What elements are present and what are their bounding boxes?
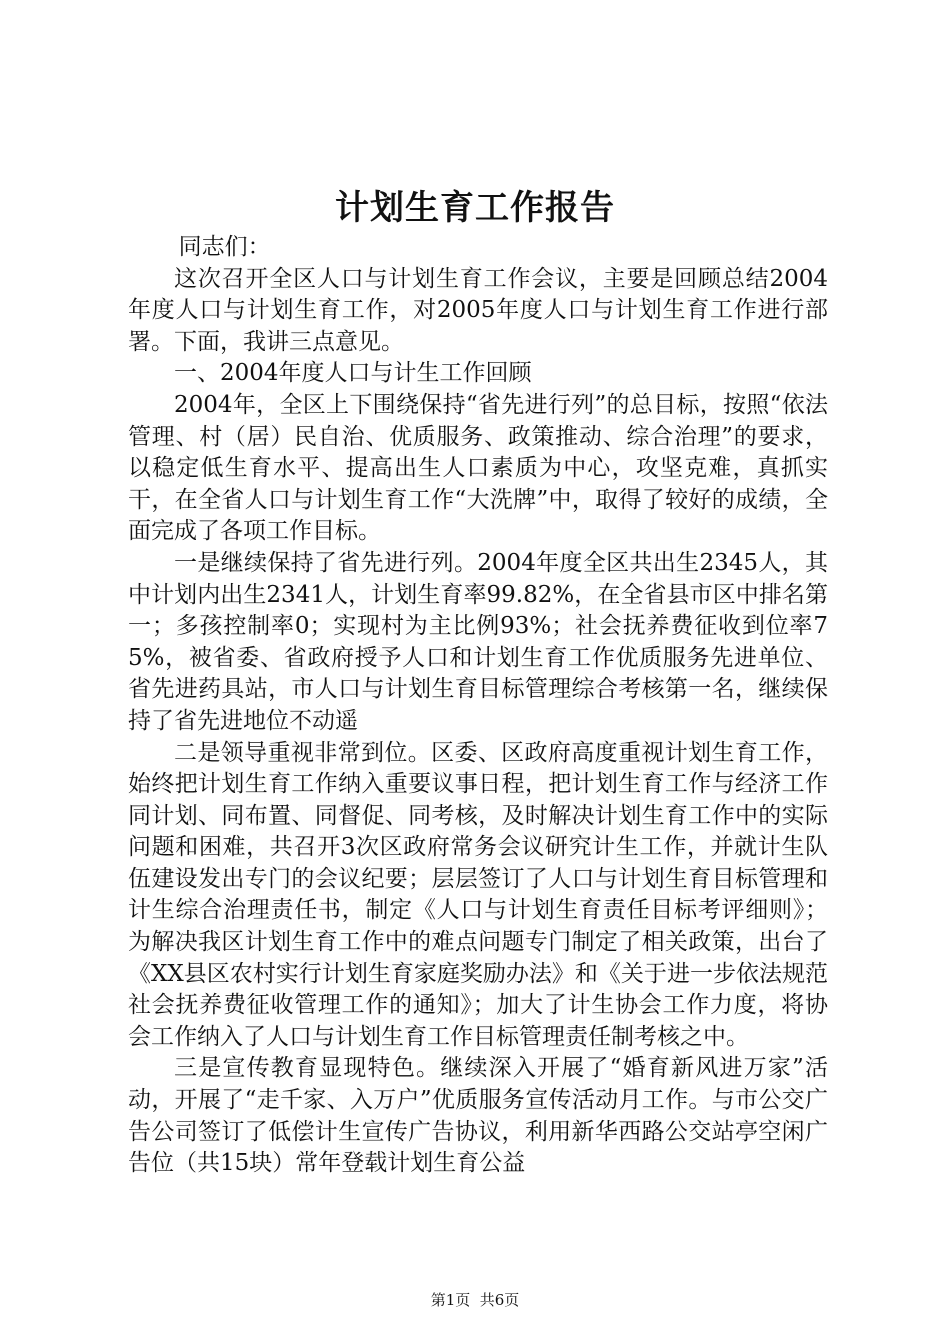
document-title: 计划生育工作报告 (335, 188, 615, 228)
document-body (128, 232, 828, 1180)
point-three-paragraph: 三是宣传教育显现特色。继续深入开展了“婚育新风进万家”活动，开展了“走千家、入万户”优质服务宣传活动月工作。与市公交广告公司签订了低偿计生宣传广告协议，利用新华西路公交站亭空闲广告位（共15块）常年登载计划生育公益 (128, 1055, 828, 1177)
salutation-paragraph: 同志们： (178, 234, 271, 260)
page-footer: 第1页 共6页 (430, 1291, 520, 1309)
point-two-paragraph: 二是领导重视非常到位。区委、区政府高度重视计划生育工作，始终把计划生育工作纳入重要议事日程，把计划生育工作与经济工作同计划、同布置、同督促、同考核，及时解决计划生育工作中的实际问题和困难，共召开3次区政府常务会议研究计生工作，并就计生队伍建设发出专门的会议纪要；层层签订了人口与计划生育目标管理和计生综合治理责任书，制定《人口与计划生育责任目标考评细则》；为解决我区计划生育工作中的难点问题专门制定了相关政策，出台了《XX县区农村实行计划生育家庭奖励办法》和《关于进一步依法规范社会抚养费征收管理工作的通知》；加大了计生协会工作力度，将协会工作纳入了人口与计划生育工作目标管理责任制考核之中。 (128, 739, 828, 1050)
point-one-paragraph: 一是继续保持了省先进行列。2004年度全区共出生2345人，其中计划内出生2341人，计划生育率99.82%，在全省县市区中排名第一；多孩控制率0；实现村为主比例93%；社会抚养费征收到位率75%，被省委、省政府授予人口和计划生育工作优质服务先进单位、省先进药具站，市人口与计划生育目标管理综合考核第一名，继续保持了省先进地位不动遥 (128, 549, 828, 734)
intro-paragraph: 这次召开全区人口与计划生育工作会议，主要是回顾总结2004年度人口与计划生育工作，对2005年度人口与计划生育工作进行部署。下面，我讲三点意见。 (128, 265, 828, 355)
section-heading-review: 一、2004年度人口与计生工作回顾 (174, 360, 532, 387)
review-summary-paragraph: 2004年，全区上下围绕保持“省先进行列”的总目标，按照“依法管理、村（居）民自治、优质服务、政策推动、综合治理”的要求，以稳定低生育水平、提高出生人口素质为中心，攻坚克难，真抓实干，在全省人口与计划生育工作“大洗牌”中，取得了较好的成绩，全面完成了各项工作目标。 (128, 391, 828, 545)
